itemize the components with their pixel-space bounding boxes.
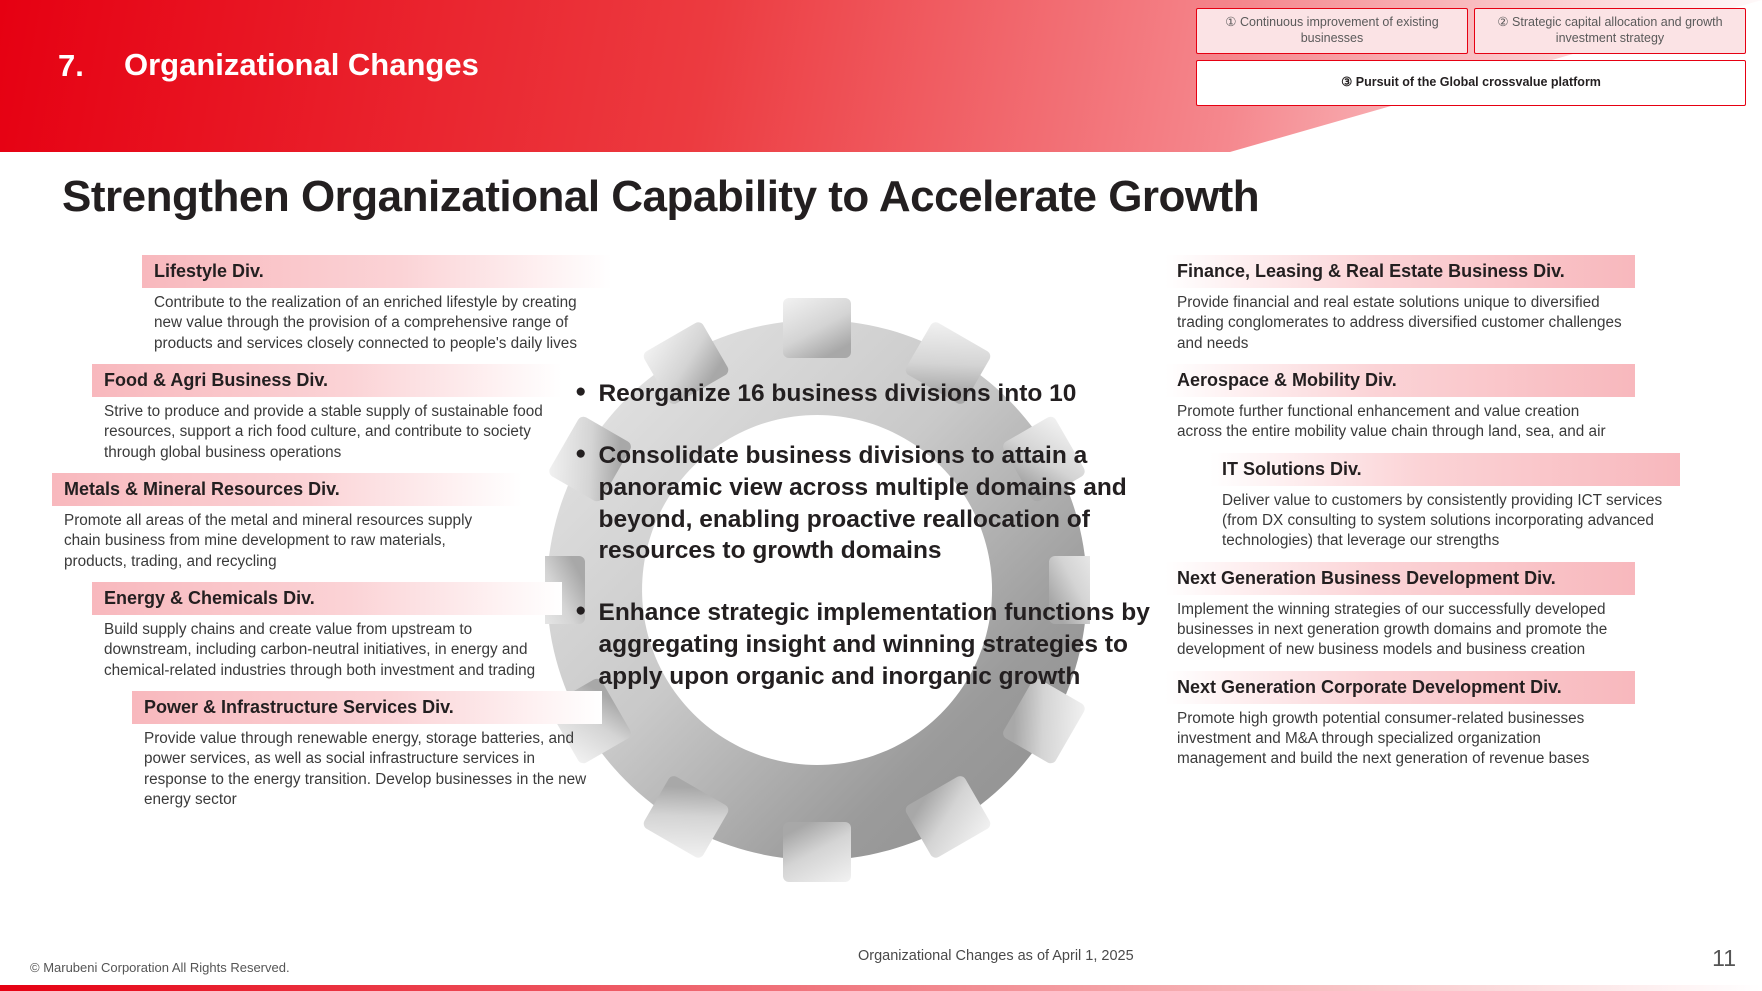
bullet-text: Enhance strategic implementation functions by aggregating insight and winning strategies to apply upon organic and inorganic growth	[598, 599, 1150, 690]
bullet-item	[575, 597, 1155, 693]
strategy-row	[1196, 8, 1746, 54]
division-title: Metals & Mineral Resources Div.	[52, 473, 522, 506]
bullet-text: Reorganize 16 business divisions into 10	[598, 380, 1077, 407]
division-description: Strive to produce and provide a stable supply of sustainable food resources, support a rich food culture, and contribute to society through global business operations	[104, 403, 543, 461]
strategy-box-group	[1196, 8, 1746, 106]
bullet-text: Consolidate business divisions to attain a panoramic view across multiple domains and beyond, enabling proactive reallocation of resources to growth domains	[598, 441, 1127, 565]
strategy-box-1: ① Continuous improvement of existing businesses	[1196, 8, 1468, 54]
division-card	[142, 255, 612, 354]
page-title: Strengthen Organizational Capability to Accelerate Growth	[62, 172, 1260, 221]
division-description: Promote all areas of the metal and mineral resources supply chain business from mine development to raw materials, products, trading, and recycling	[64, 512, 473, 570]
bullet-dot-icon: ●	[575, 381, 587, 402]
division-description: Deliver value to customers by consistently providing ICT services (from DX consulting to system solutions incorporating advanced technologies) that leverage our strengths	[1222, 491, 1663, 550]
division-title: Lifestyle Div.	[142, 255, 612, 288]
division-description: Promote high growth potential consumer-related businesses investment and M&A through specialized organization management and build the next generation of revenue bases	[1177, 709, 1590, 768]
right-division-column	[1140, 255, 1760, 780]
copyright-text: © Marubeni Corporation All Rights Reserved.	[30, 960, 290, 975]
division-title: Power & Infrastructure Services Div.	[132, 691, 602, 724]
section-number: 7.	[58, 48, 84, 83]
strategy-box-2: ② Strategic capital allocation and growth investment strategy	[1474, 8, 1746, 54]
bullet-dot-icon: ●	[575, 442, 587, 464]
division-card	[1165, 671, 1635, 770]
division-card	[92, 364, 562, 463]
division-description: Provide value through renewable energy, storage batteries, and power services, as well as social infrastructure services in response to the energy transition. Develop businesses in the new energy sector	[144, 730, 587, 809]
division-description: Implement the winning strategies of our successfully developed businesses in next generation growth domains and promote the development of new business models and business creation	[1177, 600, 1608, 659]
division-card	[52, 473, 522, 572]
division-description: Provide financial and real estate solutions unique to diversified trading conglomerates to address diversified customer challenges and needs	[1177, 294, 1622, 352]
left-division-column	[0, 255, 620, 821]
section-title: Organizational Changes	[124, 47, 479, 82]
division-card	[1165, 364, 1635, 443]
footer-note: Organizational Changes as of April 1, 2025	[858, 948, 1134, 964]
bullet-item	[575, 378, 1155, 410]
division-title: IT Solutions Div.	[1210, 453, 1680, 486]
division-description: Promote further functional enhancement and value creation across the entire mobility value chain through land, sea, and air	[1177, 403, 1606, 441]
strategy-box-3-active: ③ Pursuit of the Global crossvalue platform	[1196, 60, 1746, 106]
division-title: Next Generation Corporate Development Div.	[1165, 671, 1635, 704]
division-card	[1165, 562, 1635, 661]
division-description: Build supply chains and create value from upstream to downstream, including carbon-neutral initiatives, in energy and chemical-related industries through both investment and trading	[104, 621, 536, 679]
footer-accent-bar	[0, 985, 1762, 991]
key-points-list	[575, 378, 1155, 723]
division-title: Energy & Chemicals Div.	[92, 582, 562, 615]
bullet-dot-icon: ●	[575, 600, 587, 622]
division-card	[1210, 453, 1680, 552]
division-description: Contribute to the realization of an enriched lifestyle by creating new value through the provision of a comprehensive range of products and services closely connected to people's daily lives	[154, 294, 577, 352]
division-title: Food & Agri Business Div.	[92, 364, 562, 397]
bullet-item	[575, 440, 1155, 567]
division-card	[132, 691, 602, 810]
division-card	[92, 582, 562, 681]
division-title: Finance, Leasing & Real Estate Business Div.	[1165, 255, 1635, 288]
page-number: 11	[1712, 945, 1736, 971]
division-card	[1165, 255, 1635, 354]
division-title: Aerospace & Mobility Div.	[1165, 364, 1635, 397]
division-title: Next Generation Business Development Div.	[1165, 562, 1635, 595]
